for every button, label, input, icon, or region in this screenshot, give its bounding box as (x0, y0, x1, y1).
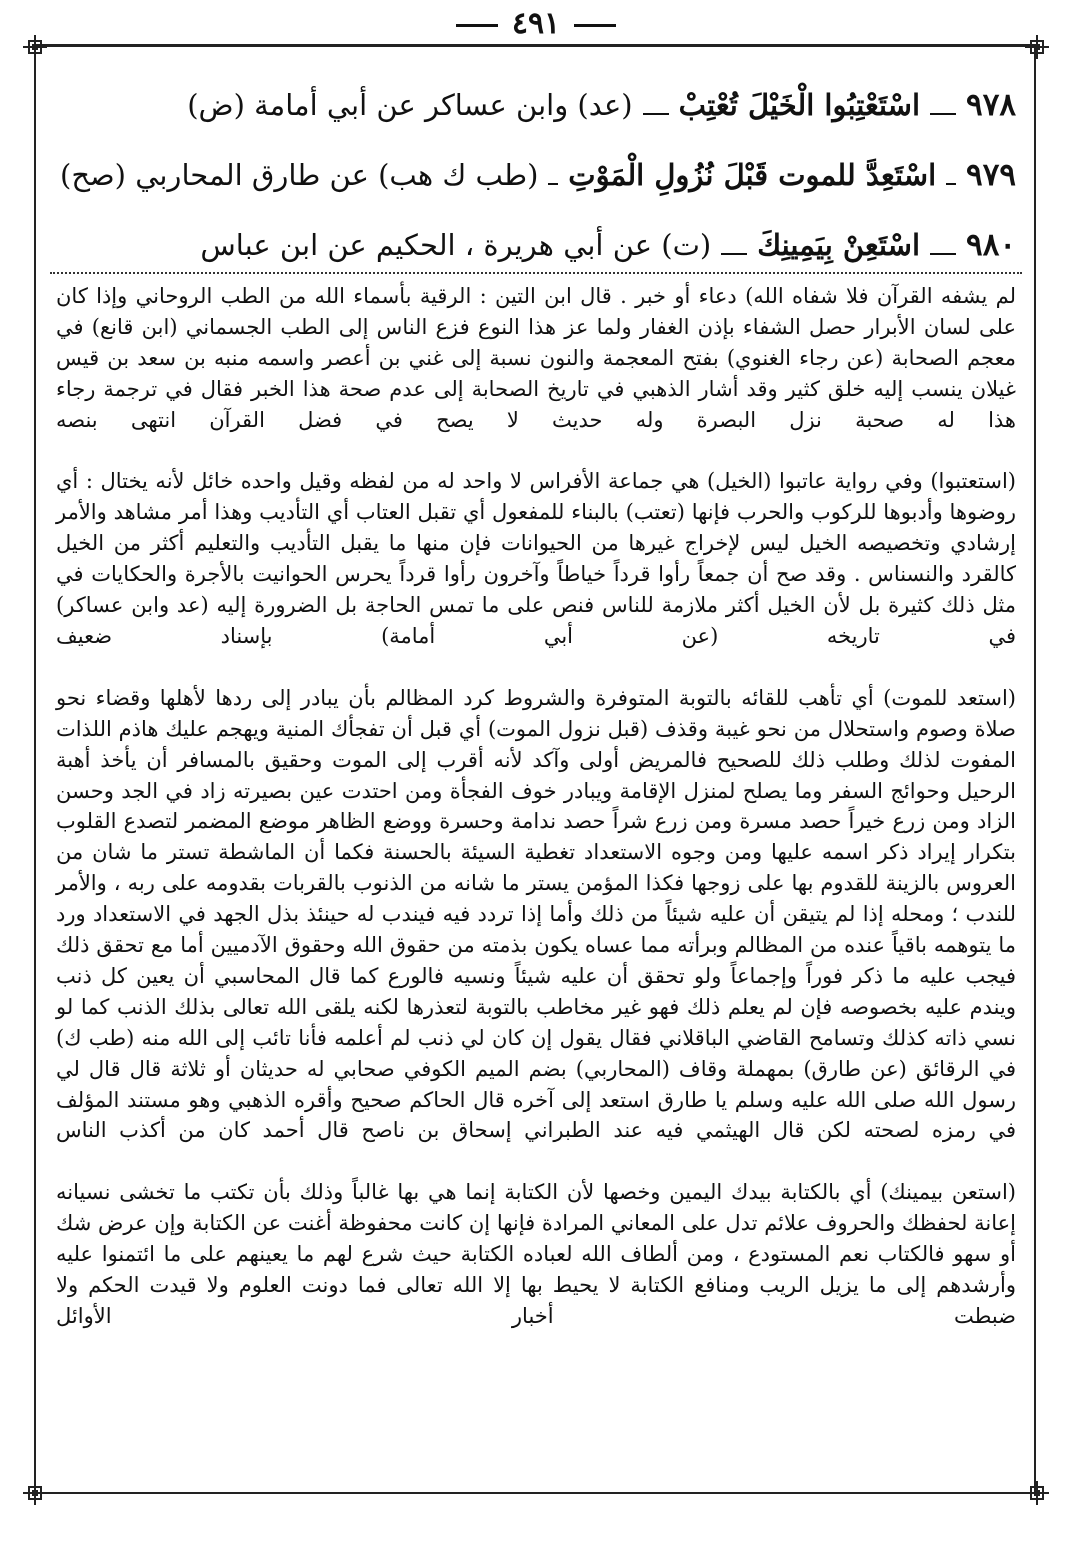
hadith-dash (946, 183, 956, 185)
hadith-number: ٩٧٨ (966, 87, 1016, 123)
page-number-text: ٤٩١ (511, 6, 561, 41)
hadith-dash (643, 113, 669, 115)
hadith-list (60, 70, 1016, 280)
section-divider (50, 272, 1022, 274)
page-number-dash-left (456, 24, 498, 27)
hadith-source: (عد) وابن عساكر عن أبي أمامة (ض) (187, 88, 633, 122)
hadith-dash (930, 253, 956, 255)
commentary-paragraph: لم يشفه القرآن فلا شفاه الله) دعاء أو خبر . قال ابن التين : الرقية بأسماء الله من الطب الروحاني وإذا كان على لسان الأبرار حصل الشفاء بإذن الغفار ولما عز هذا النوع فزع الناس إلى الطب الجسماني (ابن قانع) في معجم الصحابة (عن رجاء الغنوي) بفتح المعجمة والنون نسبة إلى غني بن أعصر واسمه منبه بن سعد بن قيس غيلان ينسب إليه خلق كثير وقد أشار الذهبي في تاريخ الصحابة إلى عدم صحة هذا الخبر فقال في ترجمة رجاء هذا له صحبة نزل البصرة وله حديث لا يصح في فضل القرآن انتهى بنصه (56, 284, 1016, 432)
hadith-dash (930, 113, 956, 115)
hadith-source: (طب ك هب) عن طارق المحاربي (صح) (60, 158, 539, 192)
hadith-source: (ت) عن أبي هريرة ، الحكيم عن ابن عباس (200, 228, 712, 262)
hadith-number: ٩٨٠ (966, 227, 1016, 263)
hadith-number: ٩٧٩ (966, 157, 1016, 193)
hadith-dash (548, 183, 558, 185)
hadith-text: اسْتَعْتِبُوا الْخَيْلَ تُعْتِبْ (678, 88, 921, 122)
page-number (0, 6, 1072, 41)
hadith-entry (60, 70, 1016, 140)
commentary-paragraph: (استعتبوا) وفي رواية عاتبوا (الخيل) هي جماعة الأفراس لا واحد له من لفظه وقيل واحده خائل لأنه يختال : أي روضوها وأدبوها للركوب والحرب فإنها (تعتب) بالبناء للمفعول أي تقبل العتاب أي التأديب وهذا أمر مشاهد والأمر إرشادي وتخصيصه الخيل ليس لإخراج غيرها من الحيوانات فإن منها ما يقبل التأديب والتعليم أكثر من الخيل كالقرد والنسناس . وقد صح أن جمعاً رأوا قرداً خياطاً وآخرون رأوا قرداً يحرس الحوانيت بالأجرة والحكايات في مثل ذلك كثيرة بل لأن الخيل أكثر ملازمة للناس فنص على ما تمس الحاجة بل الضرورة إليه (عد وابن عساكر) في تاريخه (عن أبي أمامة) بإسناد ضعيف (56, 469, 1016, 648)
commentary-paragraph: (استعد للموت) أي تأهب للقائه بالتوبة المتوفرة والشروط كرد المظالم بأن يبادر إلى ردها لأهلها وقضاء نحو صلاة وصوم واستحلال من نحو غيبة وقذف (قبل نزول الموت) أي قبل أن تفجأك المنية ويهجم عليك هاذم اللذات المفوت لذلك وطلب ذلك للصحيح فالمريض أولى وآكد لأنه أقرب إلى الموت وحقيق بالمسافر أن يأخذ أهبة الرحيل وحوائج السفر وما يصلح لمنزل الإقامة ويبادر خوف الفجأة ومن احتدت عين بصيرته زاد في الجد وحسن الزاد ومن زرع خيراً حصد مسرة ومن زرع شراً حصد ندامة وحسرة ووضع الظاهر موضع المضمر لتصدع القلوب بتكرار إيراد ذكر اسمه عليها ومن وجوه الاستعداد تغطية السيئة بالحسنة فكما أن الماشطة تستر ما شان من العروس بالزينة للقدوم بها على زوجها فكذا المؤمن يستر ما شانه من الذنوب بالقربات بقدومه على ربه ، والأمر للندب ؛ ومحله إذا لم يتيقن أن عليه شيئاً من ذلك وأما إذا تردد فيه فيندب له حينئذ بذل الجهد في الاستعداد ورد ما يتوهمه باقياً عنده من المظالم وبرأته مما عساه يكون بذمته من حقوق الله وحقوق الآدميين أما مع تحقق ذلك فيجب عليه ما ذكر فوراً وإجماعاً ولو تحقق أن عليه شيئاً ونسيه فالورع كما قال المحاسبي أن يعين كل ذنب ويندم عليه بخصوصه فإن لم يعلم ذلك فهو غير مخاطب بالتوبة لتعذرها لكنه يلقى الله تعالى بذلك الذنب كما لو نسي ذاته كذلك وتسامح القاضي الباقلاني فقال يقول إن كان لي ذنب لم أعلمه فأنا تائب إلى الله منه (طب ك) في الرقائق (عن طارق) بمهملة وقاف (المحاربي) بضم الميم الكوفي صحابي له حديثان أو ثلاثة قال قال لي رسول الله صلى الله عليه وسلم يا طارق استعد إلى آخره قال الحاكم صحيح وأقره الذهبي وهو مستند المؤلف في رمزه لصحته لكن قال الهيثمي فيه عند الطبراني إسحاق بن ناصح قال أحمد كان من أكذب الناس (56, 685, 1016, 1143)
corner-ornament-icon (1024, 34, 1050, 60)
hadith-text: اسْتَعِنْ بِيَمِينِكَ (757, 228, 921, 262)
hadith-text: اسْتَعِدَّ للموت قَبْلَ نُزُولِ الْمَوْتِ (568, 158, 937, 192)
commentary (56, 281, 1016, 1363)
page-number-dash-right (574, 24, 616, 27)
corner-ornament-icon (22, 1480, 48, 1506)
hadith-entry (60, 140, 1016, 210)
hadith-dash (721, 253, 747, 255)
corner-ornament-icon (22, 34, 48, 60)
corner-ornament-icon (1024, 1480, 1050, 1506)
hadith-entry (60, 210, 1016, 280)
commentary-paragraph: (استعن بيمينك) أي بالكتابة بيدك اليمين وخصها لأن الكتابة إنما هي بها غالباً وذلك بأن تكتب ما تخشى نسيانه إعانة لحفظك والحروف علائم تدل على المعاني المرادة فإنها إن كانت محفوظة أغنت عن الكتابة وإن عرض شك أو سهو فالكتاب نعم المستودع ، ومن ألطاف الله لعباده الكتابة حيث شرع لهم ما يعينهم على ما ائتمنوا عليه وأرشدهم إلى ما يزيل الريب ومنافع الكتابة لا يحيط بها إلا الله تعالى فما دونت العلوم ولا قيدت الحكم ولا ضبطت أخبار الأوائل (56, 1180, 1016, 1328)
